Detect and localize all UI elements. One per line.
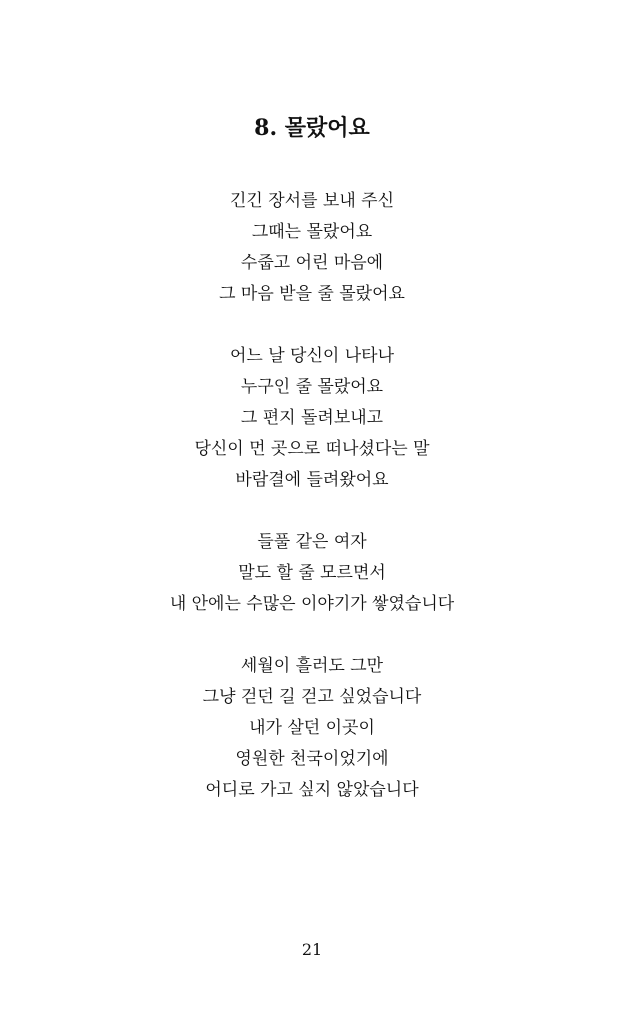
- poem-line: 말도 할 줄 모르면서: [238, 563, 386, 583]
- poem-line: 수줍고 어린 마음에: [240, 253, 384, 273]
- poem-line: 누구인 줄 몰랐어요: [240, 377, 384, 397]
- stanza-3: [0, 527, 624, 620]
- poem-line: 바람결에 들려왔어요: [235, 470, 389, 490]
- stanza-2: [0, 341, 624, 496]
- poem-line: 당신이 먼 곳으로 떠나셨다는 말: [194, 439, 430, 459]
- poem-line: 그 편지 돌려보내고: [240, 408, 384, 428]
- poem-line: 그때는 몰랐어요: [251, 222, 373, 242]
- poem-line: 긴긴 장서를 보내 주신: [229, 191, 394, 211]
- poem-line: 어디로 가고 싶지 않았습니다: [205, 780, 419, 800]
- poem-line: 영원한 천국이었기에: [235, 749, 389, 769]
- stanza-1: [0, 186, 624, 310]
- poem-line: 들풀 같은 여자: [257, 532, 367, 552]
- poem-line: 내가 살던 이곳이: [249, 718, 375, 738]
- poem-body: [0, 186, 624, 837]
- poem-title: 8. 몰랐어요: [254, 115, 370, 141]
- poem-line: 내 안에는 수많은 이야기가 쌓였습니다: [169, 594, 455, 614]
- poem-line: 그 마음 받을 줄 몰랐어요: [219, 284, 405, 304]
- stanza-4: [0, 651, 624, 806]
- poem-line: 그냥 걷던 길 걷고 싶었습니다: [202, 687, 422, 707]
- poem-line: 어느 날 당신이 나타나: [229, 346, 394, 366]
- poem-line: 세월이 흘러도 그만: [240, 656, 384, 676]
- page-number: 21: [301, 940, 323, 959]
